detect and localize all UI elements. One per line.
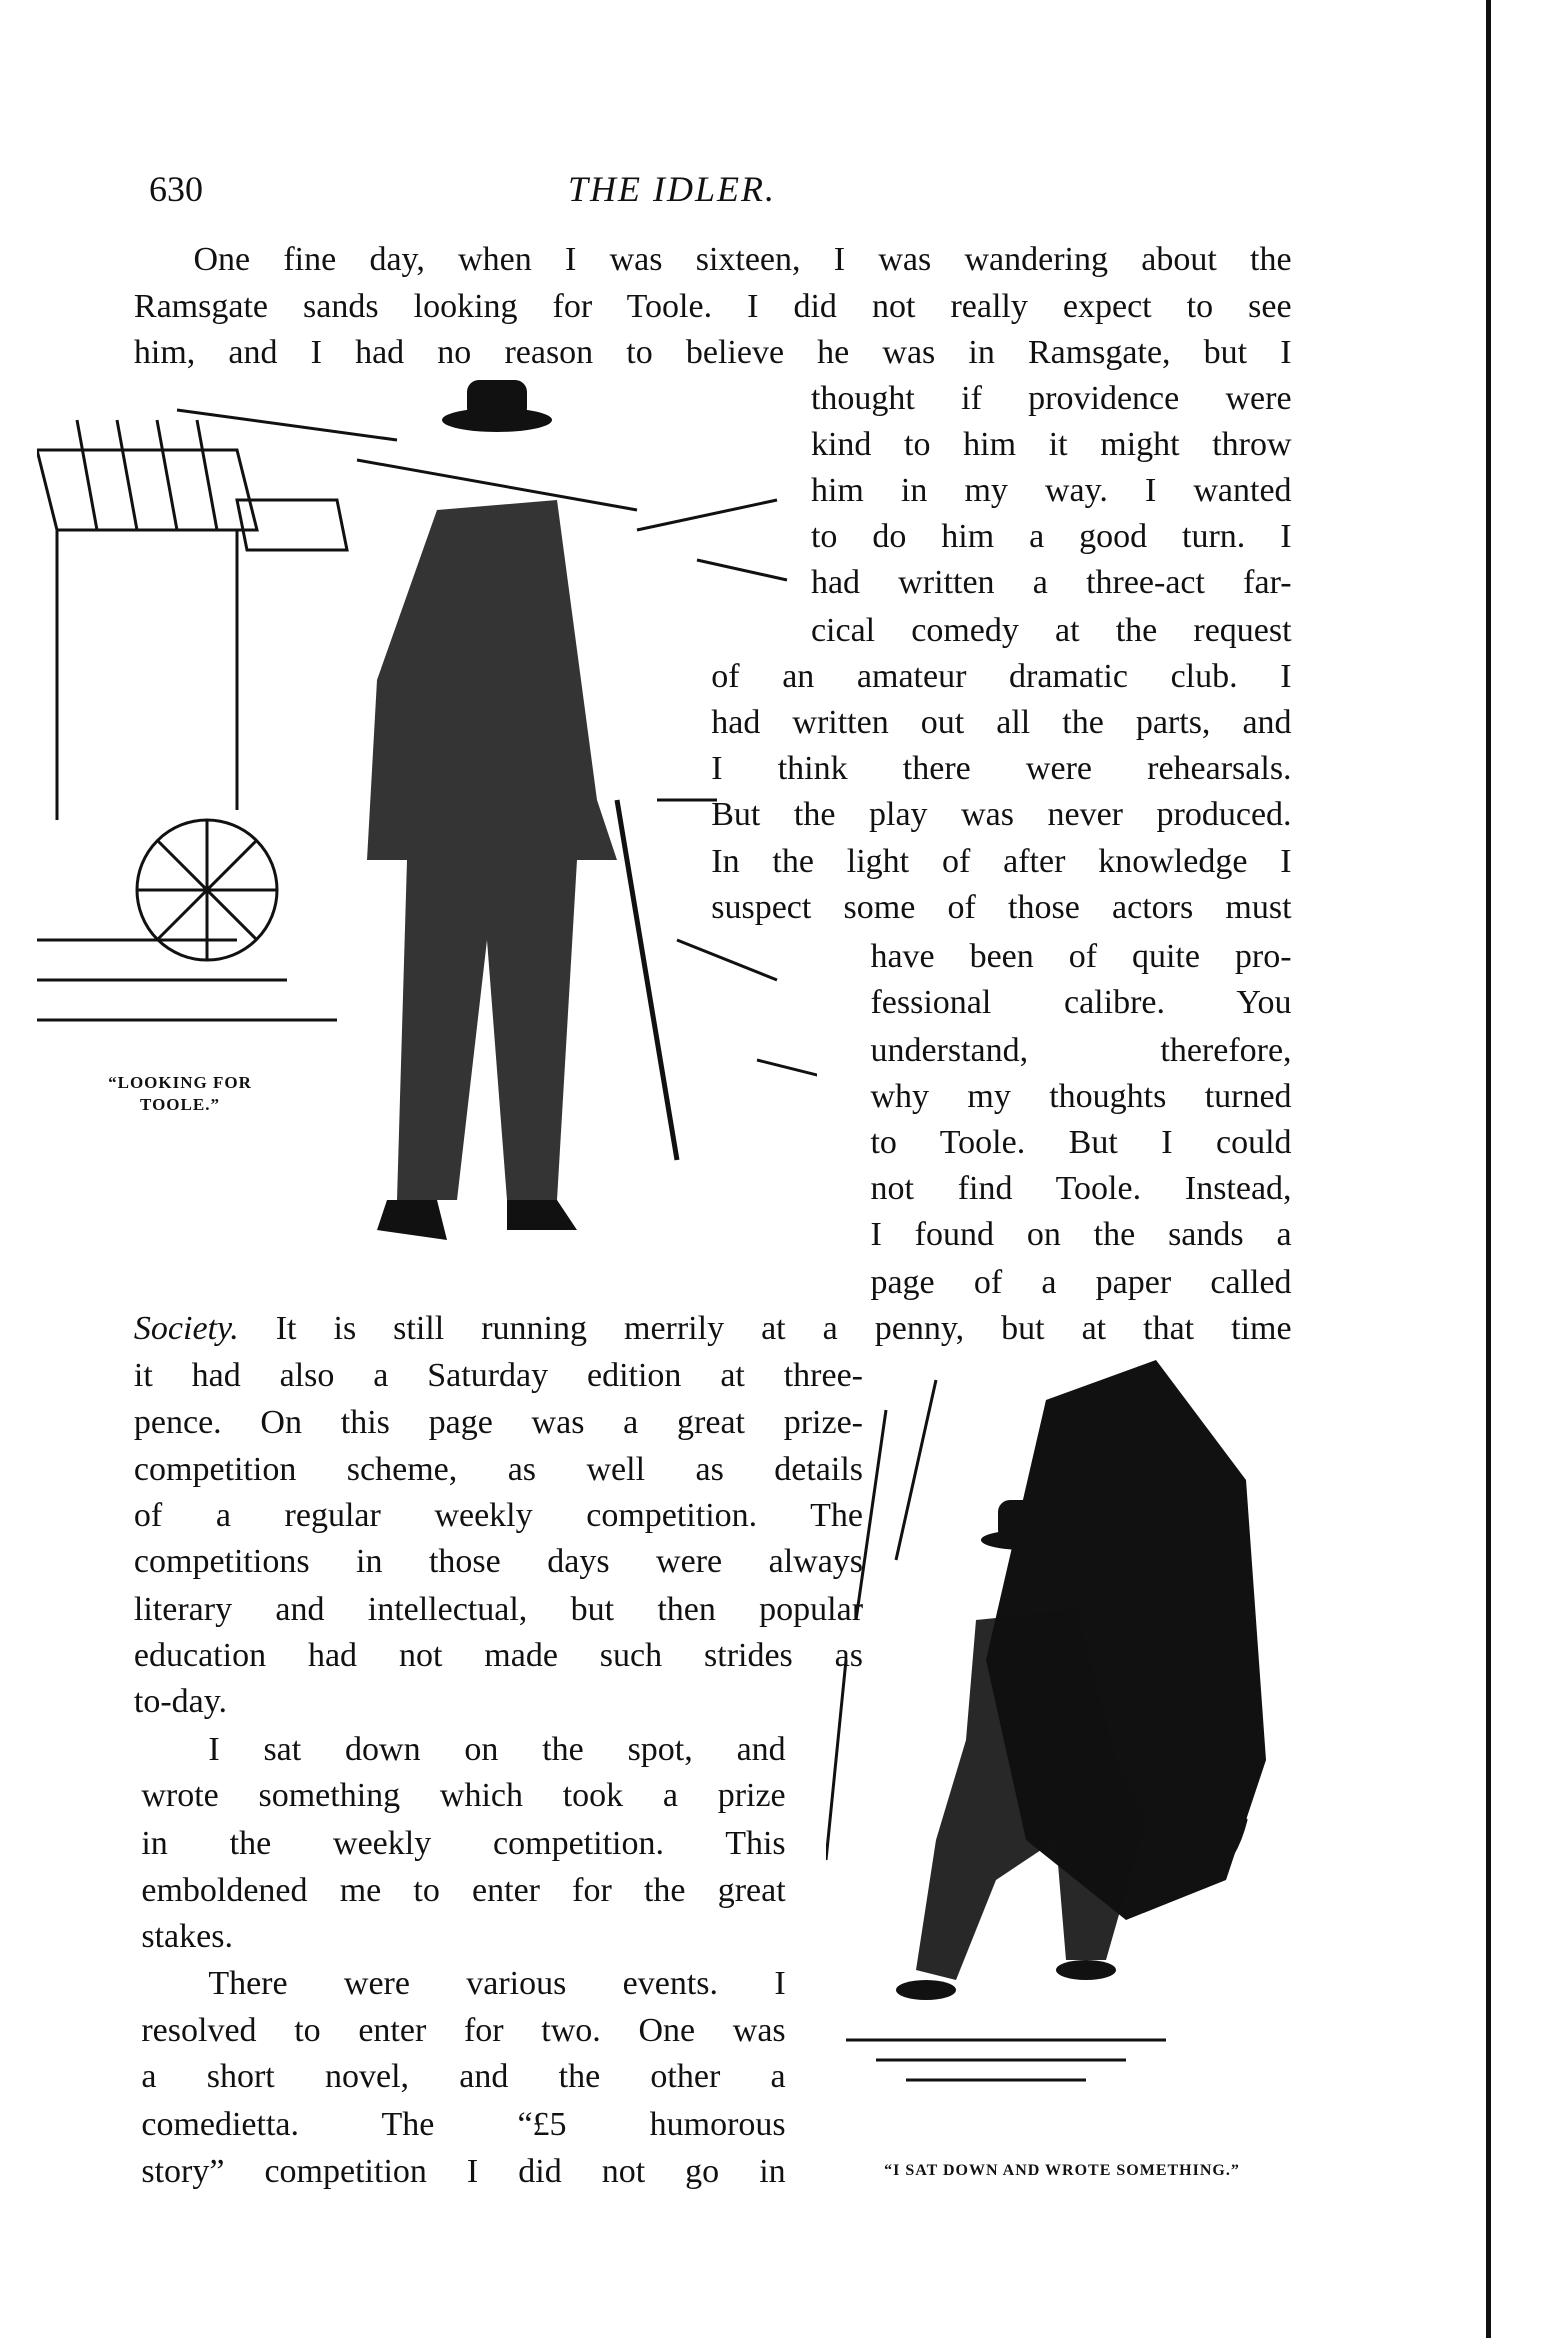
text-line: of an amateur dramatic club. I <box>711 658 1292 696</box>
text-line: education had not made such strides as <box>133 1637 864 1675</box>
text-line: emboldened me to enter for the great <box>141 1872 786 1910</box>
text-line: to Toole. But I could <box>870 1123 1292 1161</box>
text-line: suspect some of those actors must <box>711 888 1292 926</box>
text-line: kind to him it might throw <box>810 425 1292 463</box>
text-line: have been of quite pro- <box>870 937 1292 975</box>
text-line: Society. It is still running merrily at a penny, but at that time <box>133 1309 1292 1347</box>
text-line: a short novel, and the other a <box>141 2058 786 2096</box>
text-line: competition scheme, as well as details <box>133 1451 864 1489</box>
running-title: THE IDLER. <box>568 169 776 209</box>
text-line: comedietta. The “£5 humorous <box>141 2105 786 2143</box>
text-line: I found on the sands a <box>870 1216 1292 1254</box>
text-line: But the play was never produced. <box>711 796 1292 834</box>
text-line: resolved to enter for two. One was <box>141 2012 786 2050</box>
text-line: cical comedy at the request <box>810 611 1292 649</box>
text-line: thought if providence were <box>810 379 1292 417</box>
text-line: page of a paper called <box>870 1263 1292 1301</box>
text-line: I think there were rehearsals. <box>711 750 1292 788</box>
caption-line-2: TOOLE.” <box>140 1095 220 1114</box>
page-number: 630 <box>149 169 203 209</box>
illustration-man-on-beach <box>37 380 817 1290</box>
text-line: literary and intellectual, but then popular <box>133 1591 864 1629</box>
text-line: wrote something which took a prize <box>141 1777 786 1815</box>
text-line: story” competition I did not go in <box>141 2153 786 2191</box>
text-line: to-day. <box>133 1683 228 1721</box>
text-line: stakes. <box>141 1918 233 1956</box>
text-line: competitions in those days were always <box>133 1543 864 1581</box>
caption-line-1: “LOOKING FOR <box>108 1073 252 1092</box>
text-line: I sat down on the spot, and <box>208 1730 786 1768</box>
italic-word: Society. <box>133 1309 239 1347</box>
text-line: There were various events. I <box>208 1964 786 2002</box>
text-line: One fine day, when I was sixteen, I was wandering about the <box>193 241 1292 279</box>
caption-sat-down: “I SAT DOWN AND WROTE SOMETHING.” <box>884 2162 1240 2179</box>
text-line: of a regular weekly competition. The <box>133 1497 864 1535</box>
text-line: it had also a Saturday edition at three- <box>133 1357 864 1395</box>
text-line: him, and I had no reason to believe he was in Ramsgate, but I <box>133 333 1292 371</box>
text-line: why my thoughts turned <box>870 1077 1292 1115</box>
text-line: had written out all the parts, and <box>711 704 1292 742</box>
page-edge-line <box>1486 0 1491 2338</box>
text-line: him in my way. I wanted <box>810 472 1292 510</box>
caption-looking-for-toole <box>80 1072 280 1116</box>
text-line: to do him a good turn. I <box>810 518 1292 556</box>
text-line: in the weekly competition. This <box>141 1824 786 1862</box>
text-line: had written a three-act far- <box>810 564 1292 602</box>
text-line: not find Toole. Instead, <box>870 1169 1292 1207</box>
illustration-man-writing <box>826 1360 1296 2150</box>
text-line: pence. On this page was a great prize- <box>133 1403 864 1441</box>
text-line: In the light of after knowledge I <box>711 842 1292 880</box>
text-line: Ramsgate sands looking for Toole. I did not really expect to see <box>133 287 1292 325</box>
text-line: fessional calibre. You <box>870 983 1292 1021</box>
text-line: understand, therefore, <box>870 1031 1292 1069</box>
